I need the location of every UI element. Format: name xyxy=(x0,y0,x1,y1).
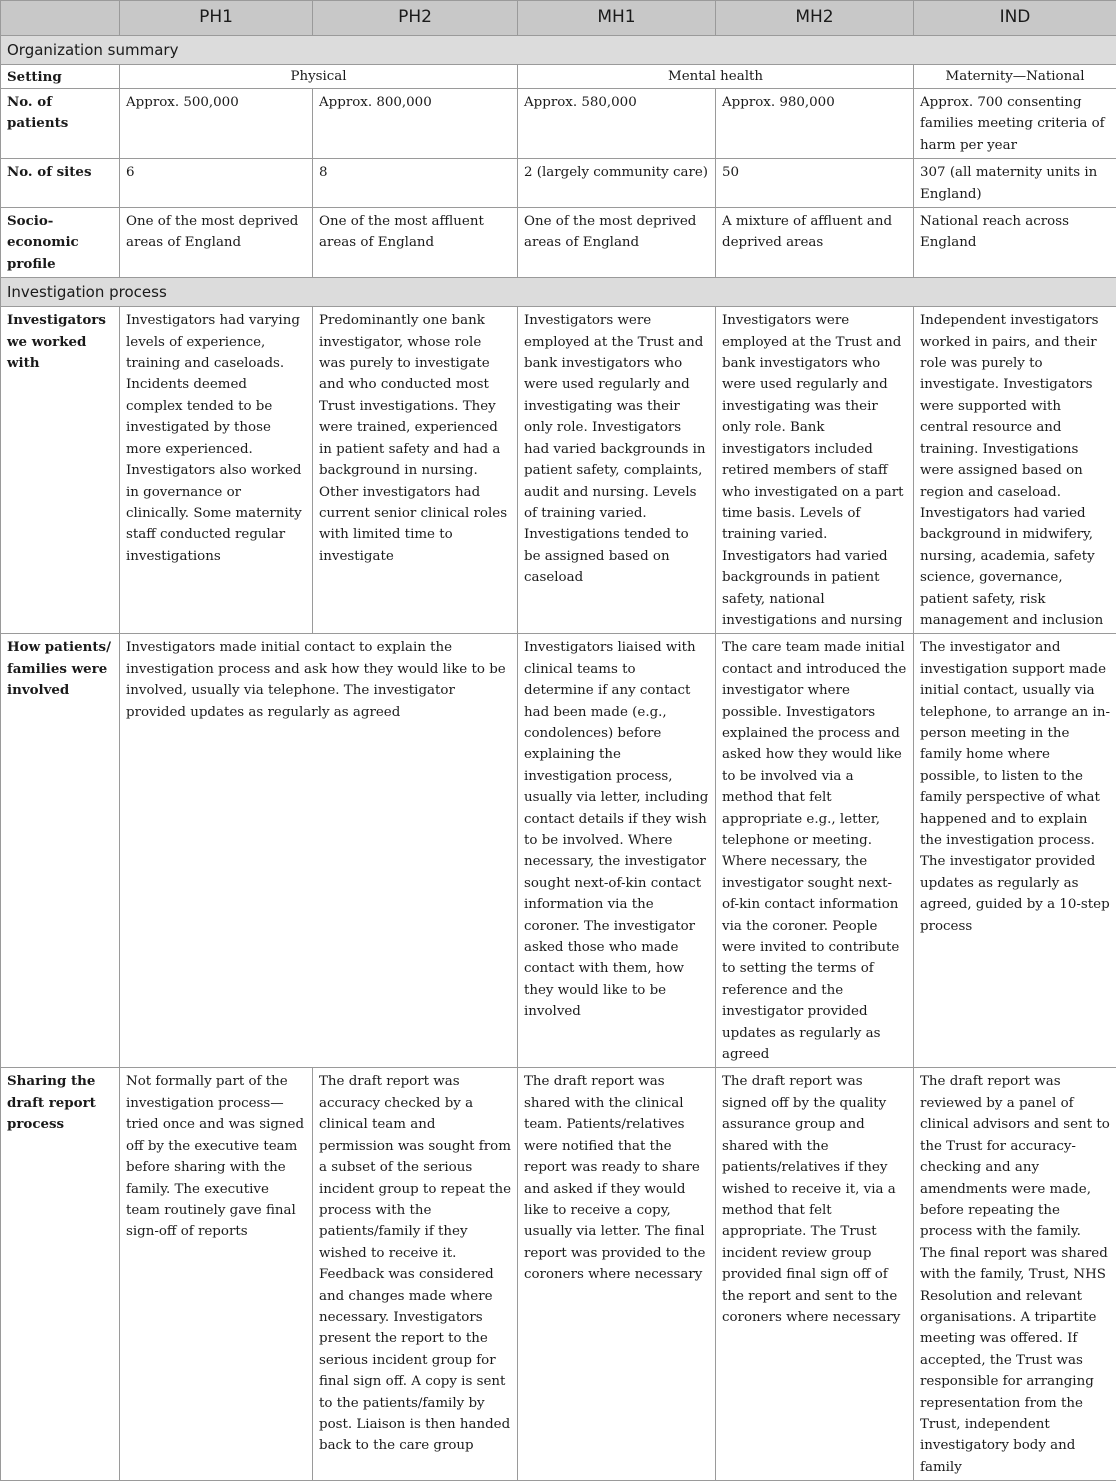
cell-sharing-ind: The draft report was reviewed by a panel of clinical advisors and sent to the Trust for accuracy-checking and any amendments were made, before repeating the process with the family. The final report was shared with the family, Trust, NHS Resolution and relevant organisations. A tripartite meeting was offered. If accepted, the Trust was responsible for arranging representation from the Trust, independent investigatory body and family xyxy=(914,1068,1116,1481)
cell-sites-mh2: 50 xyxy=(716,159,914,208)
cell-sharing-ph1: Not formally part of the investigation process—tried once and was signed off by the executive team before sharing with the family. The executive team routinely gave final sign-off of reports xyxy=(120,1068,313,1481)
table-row xyxy=(1,89,1116,159)
cell-sharing-ph2: The draft report was accuracy checked by a clinical team and permission was sought from a subset of the serious incident group to repeat the process with the patients/family if they wished to receive it. Feedback was considered and changes made where necessary. Investigators present the report to the serious incident group for final sign off. A copy is sent to the patients/family by post. Liaison is then handed back to the care group xyxy=(313,1068,518,1481)
row-label-investigators: Investigators we worked with xyxy=(1,307,120,634)
cell-patients-mh2: Approx. 980,000 xyxy=(716,89,914,159)
cell-investigators-ph2: Predominantly one bank investigator, whose role was purely to investigate and who conducted most Trust investigations. They were trained, experienced in patient safety and had a background in nursing. Other investigators had current senior clinical roles with limited time to investigate xyxy=(313,307,518,634)
row-label-socio: Socio-economic profile xyxy=(1,208,120,278)
section-organization-summary: Organization summary xyxy=(1,36,1116,65)
header-mh1: MH1 xyxy=(518,1,716,36)
header-row xyxy=(1,1,1116,36)
cell-patients-ph2: Approx. 800,000 xyxy=(313,89,518,159)
row-label-setting: Setting xyxy=(1,65,120,89)
cell-socio-ph2: One of the most affluent areas of England xyxy=(313,208,518,278)
section-row xyxy=(1,278,1116,307)
cell-investigators-mh1: Investigators were employed at the Trust and bank investigators who were used regularly and investigating was their only role. Investigators had varied backgrounds in patient safety, complaints, audit and nursing. Levels of training varied. Investigations tended to be assigned based on caseload xyxy=(518,307,716,634)
header-mh2: MH2 xyxy=(716,1,914,36)
header-ph1: PH1 xyxy=(120,1,313,36)
cell-patients-ph1: Approx. 500,000 xyxy=(120,89,313,159)
table-row xyxy=(1,65,1116,89)
cell-investigators-mh2: Investigators were employed at the Trust and bank investigators who were used regularly and investigating was their only role. Bank investigators included retired members of staff who investigated on a part time basis. Levels of training varied. Investigators had varied backgrounds in patient safety, national investigations and nursing xyxy=(716,307,914,634)
cell-involved-ind: The investigator and investigation support made initial contact, usually via telephone, to arrange an in-person meeting in the family home where possible, to listen to the family perspective of what happened and to explain the investigation process. The investigator provided updates as regularly as agreed, guided by a 10-step process xyxy=(914,634,1116,1068)
cell-setting-ind: Maternity—National xyxy=(914,65,1116,89)
cell-sites-mh1: 2 (largely community care) xyxy=(518,159,716,208)
cell-socio-mh1: One of the most deprived areas of England xyxy=(518,208,716,278)
cell-involved-mh2: The care team made initial contact and introduced the investigator where possible. Investigators explained the process and asked how they would like to be involved via a method that felt appropriate e.g., letter, telephone or meeting. Where necessary, the investigator sought next-of-kin contact information via the coroner. People were invited to contribute to setting the terms of reference and the investigator provided updates as regularly as agreed xyxy=(716,634,914,1068)
cell-sites-ind: 307 (all maternity units in England) xyxy=(914,159,1116,208)
table-row xyxy=(1,208,1116,278)
cell-setting-mental-health: Mental health xyxy=(518,65,914,89)
header-ph2: PH2 xyxy=(313,1,518,36)
header-ind: IND xyxy=(914,1,1116,36)
cell-investigators-ph1: Investigators had varying levels of experience, training and caseloads. Incidents deemed complex tended to be investigated by those more experienced. Investigators also worked in governance or clinically. Some maternity staff conducted regular investigations xyxy=(120,307,313,634)
section-row xyxy=(1,36,1116,65)
cell-sites-ph1: 6 xyxy=(120,159,313,208)
cell-investigators-ind: Independent investigators worked in pairs, and their role was purely to investigate. Investigators were supported with central resource and training. Investigations were assigned based on region and caseload. Investigators had varied background in midwifery, nursing, academia, safety science, governance, patient safety, risk management and inclusion xyxy=(914,307,1116,634)
cell-sharing-mh2: The draft report was signed off by the quality assurance group and shared with the patients/relatives if they wished to receive it, via a method that felt appropriate. The Trust incident review group provided final sign off of the report and sent to the coroners where necessary xyxy=(716,1068,914,1481)
section-investigation-process: Investigation process xyxy=(1,278,1116,307)
cell-involved-ph: Investigators made initial contact to explain the investigation process and ask how they would like to be involved, usually via telephone. The investigator provided updates as regularly as agreed xyxy=(120,634,518,1068)
row-label-involved: How patients/ families were involved xyxy=(1,634,120,1068)
row-label-patients: No. of patients xyxy=(1,89,120,159)
table-row xyxy=(1,634,1116,1068)
cell-socio-mh2: A mixture of affluent and deprived areas xyxy=(716,208,914,278)
cell-involved-mh1: Investigators liaised with clinical teams to determine if any contact had been made (e.g., condolences) before explaining the investigation process, usually via letter, including contact details if they wish to be involved. Where necessary, the investigator sought next-of-kin contact information via the coroner. The investigator asked those who made contact with them, how they would like to be involved xyxy=(518,634,716,1068)
table-row xyxy=(1,159,1116,208)
cell-setting-physical: Physical xyxy=(120,65,518,89)
cell-sites-ph2: 8 xyxy=(313,159,518,208)
row-label-sharing: Sharing the draft report process xyxy=(1,1068,120,1481)
cell-sharing-mh1: The draft report was shared with the clinical team. Patients/relatives were notified that the report was ready to share and asked if they would like to receive a copy, usually via letter. The final report was provided to the coroners where necessary xyxy=(518,1068,716,1481)
cell-patients-ind: Approx. 700 consenting families meeting criteria of harm per year xyxy=(914,89,1116,159)
cell-socio-ind: National reach across England xyxy=(914,208,1116,278)
cell-socio-ph1: One of the most deprived areas of England xyxy=(120,208,313,278)
table-row xyxy=(1,307,1116,634)
cell-patients-mh1: Approx. 580,000 xyxy=(518,89,716,159)
header-empty xyxy=(1,1,120,36)
table-row xyxy=(1,1068,1116,1481)
row-label-sites: No. of sites xyxy=(1,159,120,208)
